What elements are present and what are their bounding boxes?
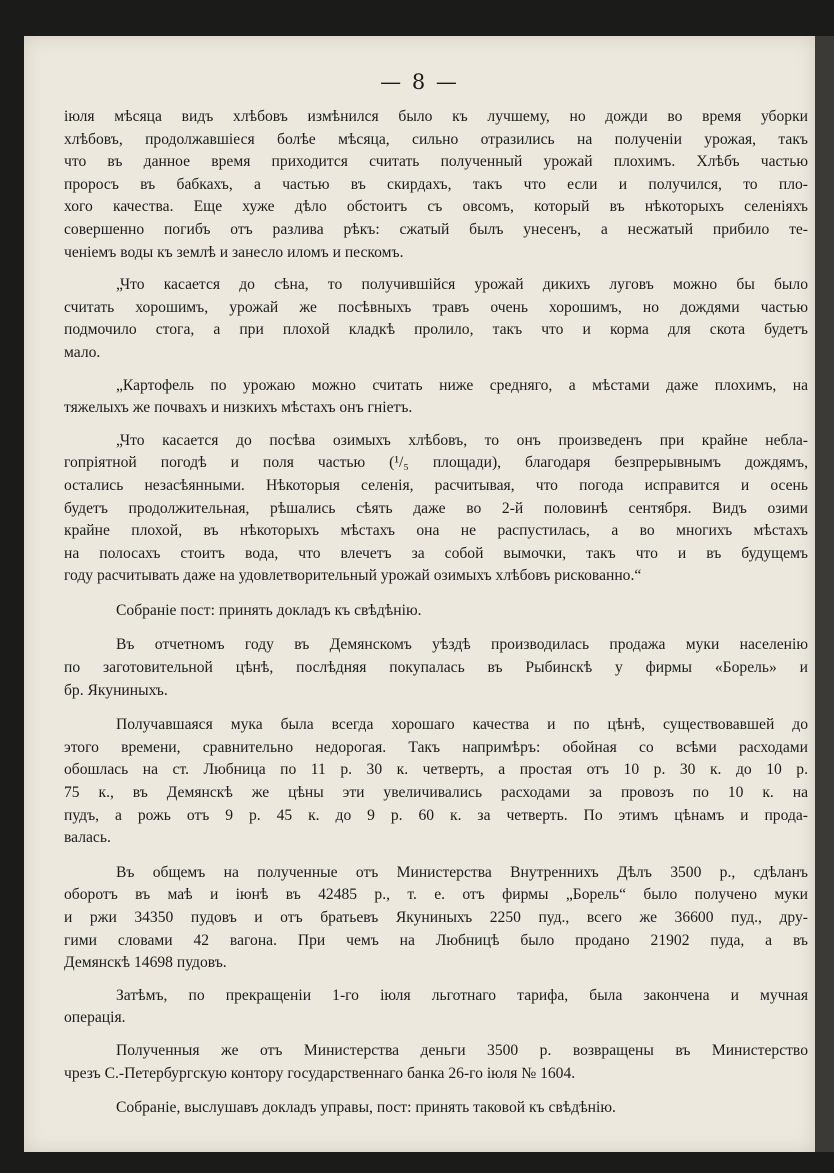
text-line: 75 к., въ Демянскѣ же цѣны эти увеличивались расходами за провозъ по 10 к. на [64, 784, 808, 802]
paragraph [64, 985, 808, 1030]
paragraph-gap [64, 850, 808, 862]
paragraph-gap [64, 702, 808, 714]
paragraph [64, 375, 808, 420]
body-text [64, 106, 808, 1120]
text-line: гопріятной погодѣ и поля частью (¹/₅ площади), благодаря безпрерывнымъ дождямъ, [64, 454, 808, 472]
text-line: валась. [64, 829, 111, 847]
text-line: году расчитывать даже на удовлетворительный урожай озимыхъ хлѣбовъ рискованно.“ [64, 567, 642, 585]
text-line: этого времени, сравнительно недорогая. Такъ напримѣръ: обойная со всѣми расходами [64, 738, 808, 756]
text-line: обошлась на ст. Любница по 11 р. 30 к. четверть, а простая отъ 10 р. 30 к. до 10 р. [64, 761, 808, 779]
text-line: будетъ продолжительная, рѣшались сѣять даже во 2-й половинѣ сентября. Видъ озими [64, 499, 808, 517]
text-line: пудъ, а рожь отъ 9 р. 45 к. до 9 р. 60 к. за четверть. По этимъ цѣнамъ и прода- [64, 806, 808, 824]
text-line: Получавшаяся мука была всегда хорошаго качества и по цѣнѣ, существовавшей до [116, 716, 808, 734]
paragraph [64, 1040, 808, 1085]
text-line: мало. [64, 343, 101, 361]
text-line: „Что касается до посѣва озимыхъ хлѣбовъ, то онъ произведенъ при крайне небла- [116, 431, 808, 449]
text-line: и ржи 34350 пудовъ и отъ братьевъ Якуниныхъ 2250 пуд., всего же 36600 пуд., дру- [64, 909, 808, 926]
text-line: іюля мѣсяца видъ хлѣбовъ измѣнился было къ лучшему, но дожди во время уборки [64, 108, 808, 125]
paragraph [64, 106, 808, 264]
text-line: хого качества. Еще хуже дѣло обстоитъ съ овсомъ, который въ нѣкоторыхъ селеніяхъ [64, 198, 808, 216]
paragraph [64, 714, 808, 850]
text-line: по заготовительной цѣнѣ, послѣдняя покупалась въ Рыбинскѣ у фирмы «Борель» и [64, 659, 808, 677]
text-line: оборотъ въ маѣ и іюнѣ въ 42485 р., т. е. отъ фирмы „Борель“ было получено муки [64, 886, 808, 904]
paragraph [64, 634, 808, 702]
text-line: Въ общемъ на полученные отъ Министерства Внутреннихъ Дѣлъ 3500 р., сдѣланъ [116, 863, 808, 881]
paragraph-gap [64, 622, 808, 634]
text-line: чрезъ С.-Петербургскую контору государственнаго банка 26-го іюля № 1604. [64, 1064, 576, 1082]
text-line: хлѣбовъ, продолжавшіеся болѣе мѣсяца, сильно отразились на полученіи урожая, такъ [64, 130, 808, 148]
text-line: „Картофель по урожаю можно считать ниже средняго, а мѣстами даже плохимъ, на [116, 376, 808, 394]
text-line: проросъ въ бабкахъ, а частью въ скирдахъ, такъ что если и получился, то пло- [64, 175, 808, 193]
paragraph [64, 862, 808, 975]
paragraph-gap [64, 264, 808, 274]
text-line: на полосахъ стоитъ вода, что влечетъ за собой вымочки, такъ что и въ будущемъ [64, 544, 808, 562]
text-line: что въ данное время приходится считать полученный урожай плохимъ. Хлѣбъ частью [64, 153, 808, 171]
text-line: совершенно погибъ отъ разлива рѣкъ: сжатый былъ унесенъ, а несжатый прибило те- [64, 220, 808, 238]
document-page [24, 36, 815, 1152]
text-line: бр. Якуниныхъ. [64, 681, 168, 699]
text-line: остались незасѣянными. Нѣкоторыя селенія, расчитывая, что погода исправится и осень [64, 476, 808, 494]
paragraph-gap [64, 1030, 808, 1040]
paragraph-gap [64, 420, 808, 430]
text-line: крайне плохой, въ нѣкоторыхъ мѣстахъ она не распустилась, а во многихъ мѣстахъ [64, 522, 808, 540]
text-line: „Что касается до сѣна, то получившійся урожай дикихъ луговъ можно бы было [116, 276, 808, 294]
text-line: Затѣмъ, по прекращеніи 1-го іюля льготнаго тарифа, была закончена и мучная [116, 986, 808, 1004]
paragraph [64, 430, 808, 588]
text-line: Демянскѣ 14698 пудовъ. [64, 954, 227, 972]
text-line: ченіемъ воды къ землѣ и занесло иломъ и пескомъ. [64, 243, 404, 261]
text-line: тяжелыхъ же почвахъ и низкихъ мѣстахъ онъ гніетъ. [64, 399, 413, 417]
text-line: Собраніе, выслушавъ докладъ управы, пост: принять таковой къ свѣдѣнію. [116, 1099, 616, 1117]
text-line: Собраніе пост: принять докладъ къ свѣдѣнію. [116, 601, 422, 619]
text-line: считать хорошимъ, урожай же посѣвныхъ травъ очень хорошимъ, но дождями частью [64, 298, 808, 316]
paragraph-gap [64, 588, 808, 600]
text-line: гими словами 42 вагона. При чемъ на Любницѣ было продано 21902 пуда, а въ [64, 931, 808, 949]
scan-edge [815, 36, 834, 1152]
text-line: подмочило стога, а при плохой кладкѣ пролило, такъ что и корма для скота будетъ [64, 321, 808, 339]
paragraph-gap [64, 365, 808, 375]
paragraph-gap [64, 975, 808, 985]
paragraph [64, 600, 808, 623]
paragraph [64, 274, 808, 364]
page-number: — 8 — [380, 70, 459, 94]
paragraph-gap [64, 1085, 808, 1097]
text-line: операція. [64, 1009, 126, 1027]
text-line: Полученныя же отъ Министерства деньги 3500 р. возвращены въ Министерство [116, 1041, 808, 1059]
text-line: Въ отчетномъ году въ Демянскомъ уѣздѣ производилась продажа муки населенію [116, 636, 808, 654]
paragraph [64, 1097, 808, 1120]
